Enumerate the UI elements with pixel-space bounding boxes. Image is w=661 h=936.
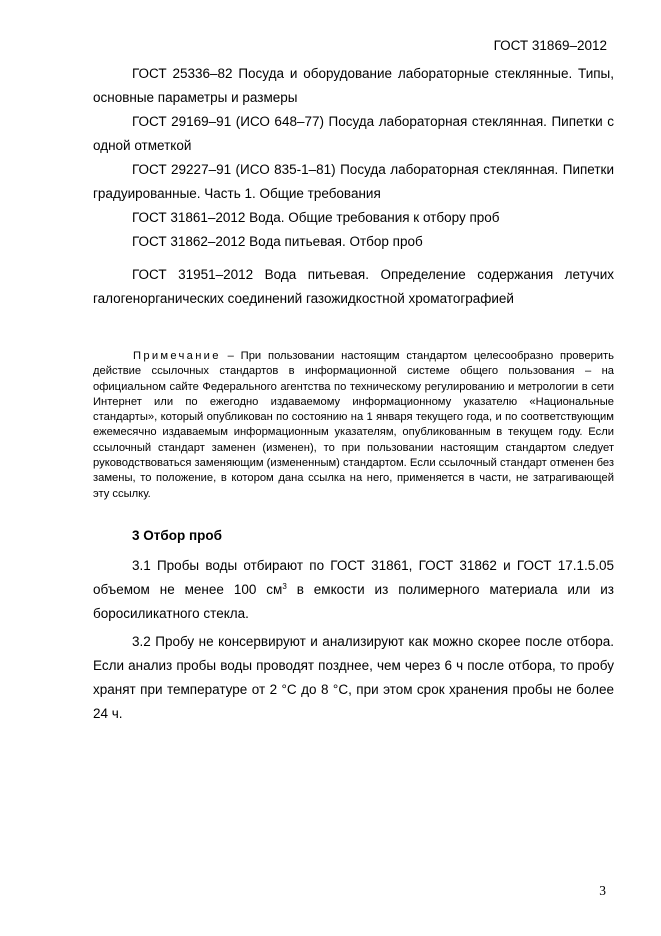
- spacer: [93, 311, 614, 349]
- page-body: [93, 62, 614, 726]
- clause-3-1-text-a: 3.1 Пробы воды отбирают по ГОСТ 31861, ГОСТ 31862 и ГОСТ 17.1.5.05 объемом не менее 100 см: [93, 557, 614, 597]
- page-number: 3: [599, 883, 606, 898]
- clause-3-1: [93, 554, 614, 626]
- reference-gost-25336: ГОСТ 25336–82 Посуда и оборудование лабораторные стеклянные. Типы, основные параметры и размеры: [93, 66, 614, 105]
- clause-3-2: 3.2 Пробу не консервируют и анализируют как можно скорее после отбора. Если анализ пробы воды проводят позднее, чем через 6 ч после отбора, то пробу хранят при температуре от 2 °С до 8 °С, при этом срок хранения пробы не более 24 ч.: [93, 633, 614, 721]
- spacer: [93, 502, 614, 524]
- spacer: [93, 254, 614, 263]
- cubic-superscript: 3: [282, 581, 287, 591]
- reference-gost-29227: ГОСТ 29227–91 (ИСО 835-1–81) Посуда лабораторная стеклянная. Пипетки градуированные. Часть 1. Общие требования: [93, 162, 614, 201]
- note-label: Примечание: [133, 350, 221, 362]
- note-text: – При пользовании настоящим стандартом целесообразно проверить действие ссылочных стандартов в информационной системе общего пользования – на официальном сайте Федерального агентства по техническому регулированию и метрологии в сети Интернет или по ежегодно издаваемому информационному указателю «Национальные стандарты», который опубликован по состоянию на 1 января текущего года, и по соответствующим ежемесячно издаваемым информационным указателям, опубликованным в текущем году. Если ссылочный стандарт заменен (изменен), то при пользовании настоящим стандартом следует руководствоваться заменяющим (измененным) стандартом. Если ссылочный стандарт отменен без замены, то положение, в котором дана ссылка на него, применяется в части, не затрагивающей эту ссылку.: [93, 350, 614, 500]
- section-3-heading: 3 Отбор проб: [132, 527, 222, 543]
- reference-gost-31862: ГОСТ 31862–2012 Вода питьевая. Отбор проб: [132, 234, 423, 249]
- note-paragraph: [93, 349, 614, 502]
- clause-3-1-text-b: в емкости из полимерного материала или из боросиликатного стекла.: [93, 581, 614, 621]
- reference-gost-31861: ГОСТ 31861–2012 Вода. Общие требования к отбору проб: [132, 210, 500, 225]
- reference-gost-29169: ГОСТ 29169–91 (ИСО 648–77) Посуда лабораторная стеклянная. Пипетки с одной отметкой: [93, 114, 614, 153]
- document-code-header: ГОСТ 31869–2012: [493, 38, 607, 53]
- reference-gost-31951: ГОСТ 31951–2012 Вода питьевая. Определение содержания летучих галогенорганических соединений газожидкостной хроматографией: [93, 267, 614, 306]
